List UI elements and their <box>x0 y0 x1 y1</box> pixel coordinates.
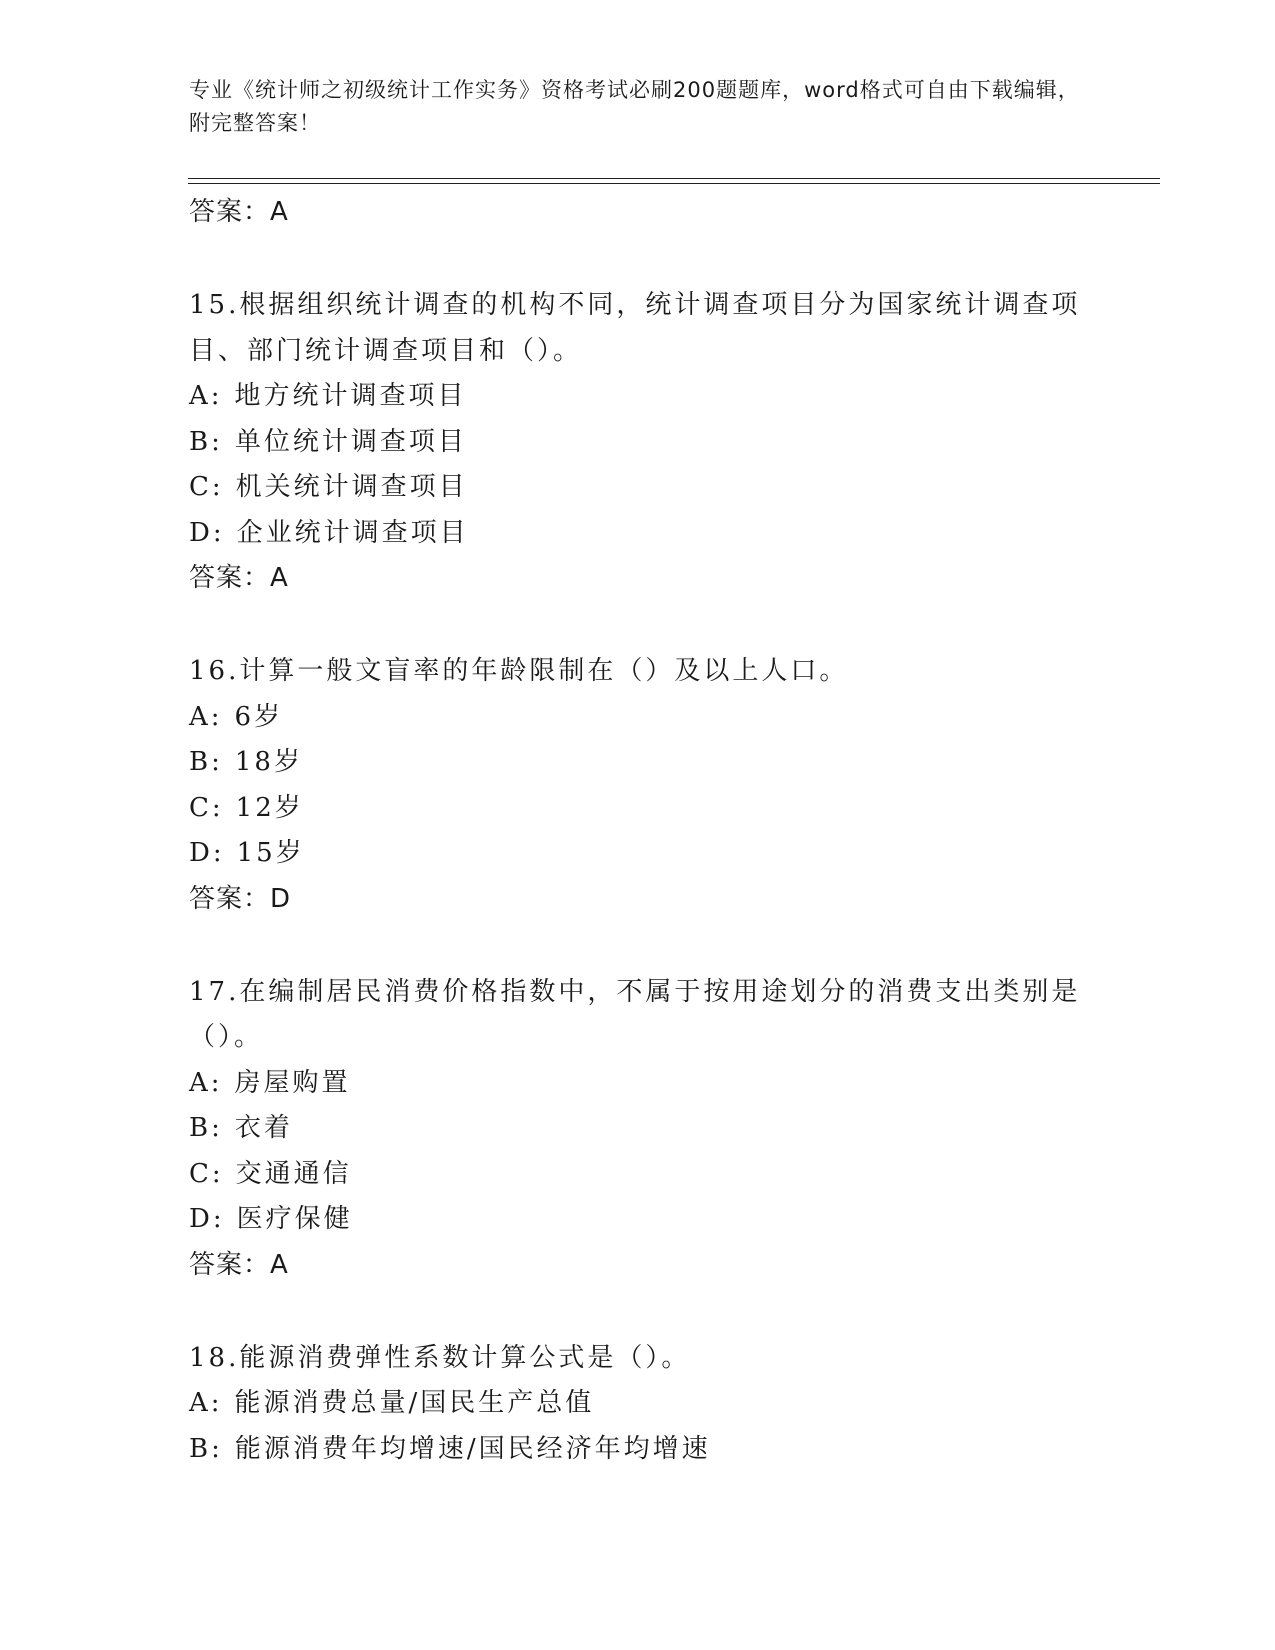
question-16 <box>189 649 1089 919</box>
document-header: 专业《统计师之初级统计工作实务》资格考试必刷200题题库，word格式可自由下载编辑，附完整答案！ <box>189 78 1080 135</box>
option-letter: A: <box>189 1067 223 1098</box>
option-text: 6岁 <box>234 701 284 732</box>
option-a <box>189 1061 1089 1107</box>
option-letter: A: <box>189 381 223 411</box>
option-text: 衣着 <box>234 1113 293 1143</box>
option-text: 企业统计调查项目 <box>236 517 469 548</box>
option-text: 能源消费年均增速/国民经济年均增速 <box>234 1433 711 1464</box>
option-letter: B: <box>189 1433 223 1464</box>
option-c <box>189 465 1089 511</box>
option-b <box>189 740 1089 786</box>
question-18 <box>189 1336 1089 1473</box>
header-divider-bottom <box>188 183 1160 184</box>
option-a <box>189 1381 1089 1427</box>
answer-line: 答案：A <box>189 1249 289 1280</box>
option-a <box>189 695 1089 741</box>
option-b <box>189 1427 1089 1473</box>
answer-line: 答案：D <box>189 883 292 914</box>
option-d <box>189 831 1089 877</box>
option-b <box>189 420 1089 466</box>
option-c <box>189 786 1089 832</box>
option-text: 15岁 <box>236 838 305 868</box>
option-letter: D: <box>189 838 225 868</box>
option-letter: A: <box>189 1388 223 1418</box>
option-letter: C: <box>189 472 224 502</box>
option-text: 医疗保健 <box>236 1204 353 1234</box>
option-d <box>189 1197 1089 1243</box>
option-letter: D: <box>189 517 225 548</box>
option-letter: D: <box>189 1204 225 1234</box>
option-text: 单位统计调查项目 <box>234 426 467 457</box>
option-text: 能源消费总量/国民生产总值 <box>234 1388 595 1418</box>
option-letter: A: <box>189 701 223 732</box>
question-17 <box>189 970 1089 1285</box>
option-text: 交通通信 <box>235 1158 352 1189</box>
option-letter: B: <box>189 747 223 777</box>
option-letter: C: <box>189 792 224 823</box>
option-letter: C: <box>189 1158 224 1189</box>
option-text: 地方统计调查项目 <box>234 381 467 411</box>
answer-line: 答案：A <box>189 563 289 593</box>
question-15 <box>189 283 1089 598</box>
option-text: 12岁 <box>235 792 304 823</box>
option-text: 房屋购置 <box>234 1067 351 1098</box>
option-text: 18岁 <box>234 747 303 777</box>
option-b <box>189 1106 1089 1152</box>
option-letter: B: <box>189 1113 223 1143</box>
option-c <box>189 1152 1089 1198</box>
question-stem: 17.在编制居民消费价格指数中，不属于按用途划分的消费支出类别是（）。 <box>189 976 1081 1052</box>
option-a <box>189 374 1089 420</box>
header-divider-top <box>188 178 1160 179</box>
answer-line: 答案：A <box>189 197 289 227</box>
question-list <box>189 192 1089 1472</box>
option-text: 机关统计调查项目 <box>235 472 468 502</box>
option-d <box>189 511 1089 557</box>
question-stem: 15.根据组织统计调查的机构不同，统计调查项目分为国家统计调查项目、部门统计调查项目和（）。 <box>189 290 1081 366</box>
question-stem: 18.能源消费弹性系数计算公式是（）。 <box>189 1342 691 1373</box>
question-stem: 16.计算一般文盲率的年龄限制在（）及以上人口。 <box>189 656 849 686</box>
option-letter: B: <box>189 426 223 457</box>
